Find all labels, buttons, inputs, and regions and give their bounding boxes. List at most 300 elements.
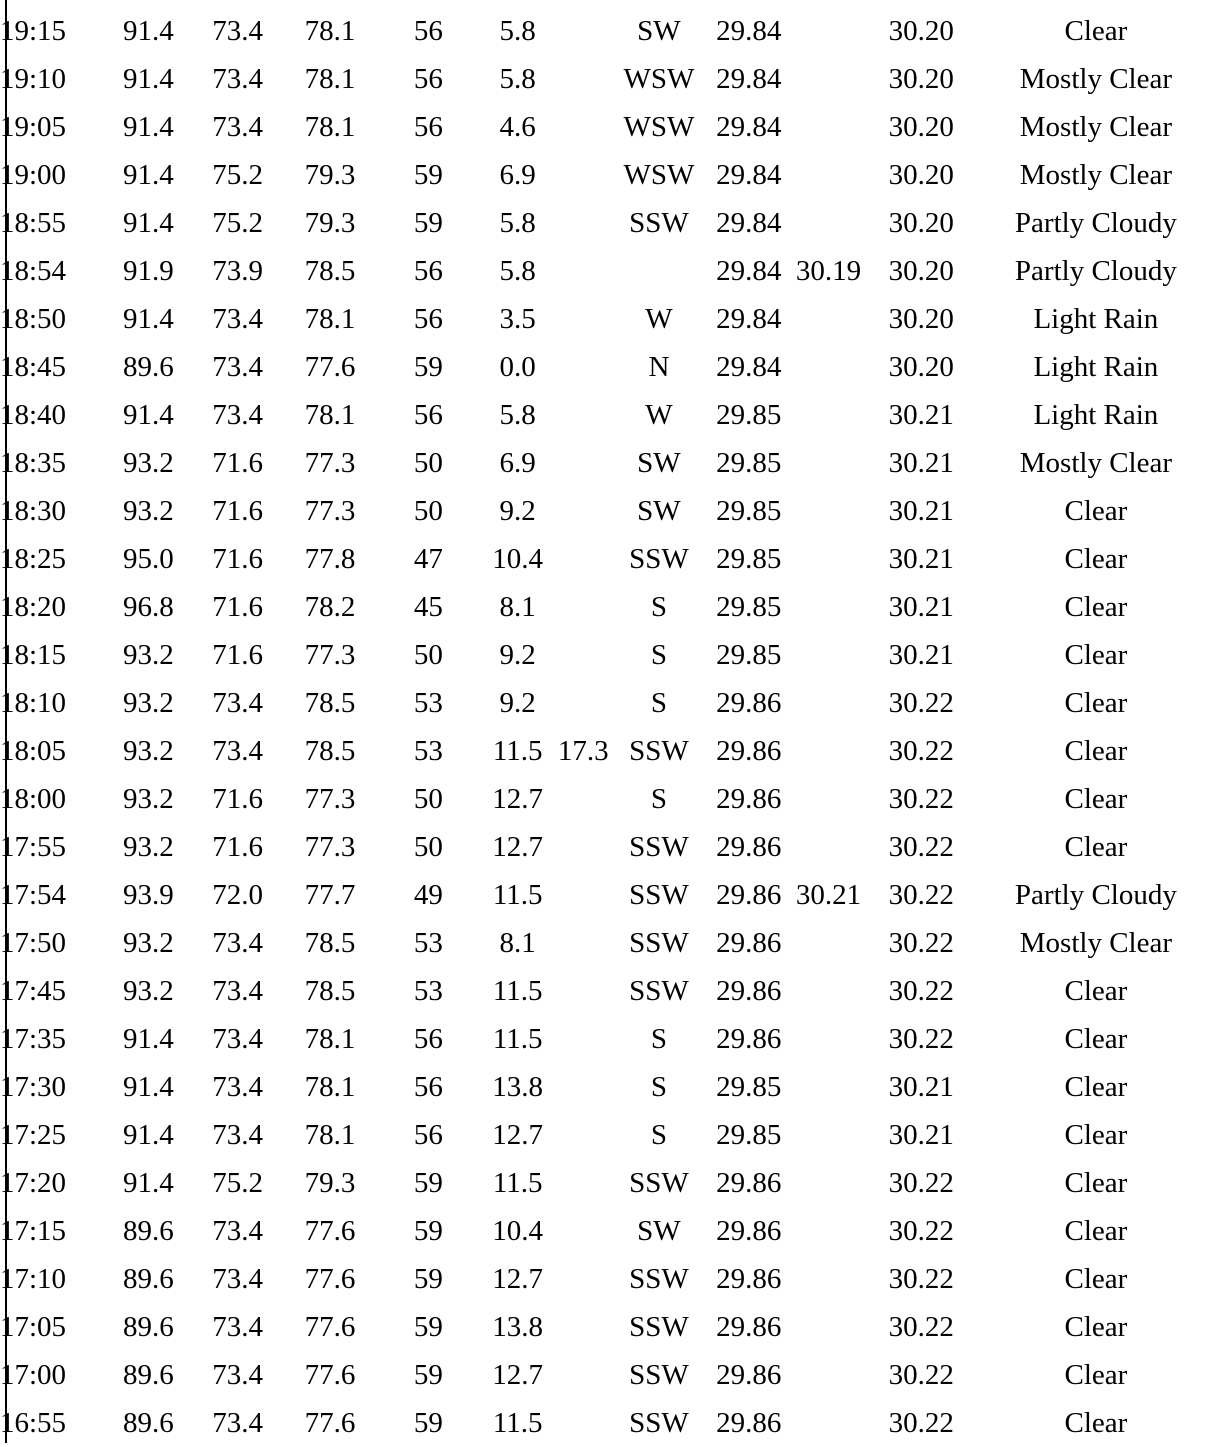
- pressure-cell: 29.85: [716, 543, 782, 575]
- wind-direction-cell: W: [645, 399, 673, 431]
- wind-direction-cell: SSW: [629, 207, 689, 239]
- wind-speed-cell: 12.7: [492, 1263, 544, 1295]
- table-row: [0, 823, 1214, 871]
- table-row: [0, 7, 1214, 55]
- pressure-cell: 29.86: [716, 1311, 782, 1343]
- dew-point-cell: 73.4: [212, 1215, 264, 1247]
- observation-time-cell: 16:55: [0, 1407, 67, 1439]
- pressure-cell: 29.85: [716, 639, 782, 671]
- dew-point-cell: 71.6: [212, 543, 264, 575]
- observation-time-cell: 19:15: [0, 15, 67, 47]
- dew-point-cell: 73.4: [212, 303, 264, 335]
- altimeter-cell: [792, 295, 865, 343]
- observation-time-cell: 19:00: [0, 159, 67, 191]
- altimeter-cell: [792, 391, 865, 439]
- sea-level-pressure-cell: 30.22: [888, 831, 954, 863]
- wind-speed-cell: 13.8: [492, 1311, 544, 1343]
- altimeter-cell: [792, 583, 865, 631]
- pressure-cell: 29.86: [716, 1167, 782, 1199]
- humidity-cell: 50: [413, 495, 443, 527]
- table-row: [0, 1015, 1214, 1063]
- altimeter-cell: [792, 103, 865, 151]
- wind-speed-cell: 4.6: [499, 111, 536, 143]
- wind-gust-cell: [554, 1351, 613, 1399]
- altimeter-cell: [792, 1207, 865, 1255]
- wind-gust-cell: [554, 343, 613, 391]
- observation-time-cell: 17:25: [0, 1119, 67, 1151]
- sea-level-pressure-cell: 30.20: [888, 63, 954, 95]
- conditions-cell: Partly Cloudy: [1014, 879, 1177, 911]
- temperature-cell: 91.4: [122, 15, 174, 47]
- sea-level-pressure-cell: 30.22: [888, 1023, 954, 1055]
- wind-speed-cell: 10.4: [492, 543, 544, 575]
- conditions-cell: Light Rain: [1033, 303, 1159, 335]
- wind-direction-cell: S: [650, 639, 667, 671]
- pressure-cell: 29.86: [716, 783, 782, 815]
- observation-time-cell: 18:55: [0, 207, 67, 239]
- wind-speed-cell: 11.5: [492, 879, 543, 911]
- dew-point-cell: 71.6: [212, 591, 264, 623]
- humidity-cell: 59: [413, 207, 443, 239]
- conditions-cell: Clear: [1064, 831, 1128, 863]
- wind-gust-cell: [554, 247, 613, 295]
- humidity-cell: 56: [413, 1071, 443, 1103]
- observation-time-cell: 17:35: [0, 1023, 67, 1055]
- conditions-cell: Clear: [1064, 687, 1128, 719]
- dew-point-cell: 73.4: [212, 15, 264, 47]
- altimeter-cell: [792, 1063, 865, 1111]
- conditions-cell: Mostly Clear: [1019, 111, 1173, 143]
- pressure-cell: 29.86: [716, 975, 782, 1007]
- dew-point-cell: 73.4: [212, 1263, 264, 1295]
- sea-level-pressure-cell: 30.20: [888, 111, 954, 143]
- altimeter-cell: [792, 535, 865, 583]
- observation-time-cell: 18:20: [0, 591, 67, 623]
- pressure-cell: 29.84: [716, 351, 782, 383]
- sea-level-pressure-cell: 30.21: [888, 447, 954, 479]
- weather-observations-table: [0, 7, 1214, 1447]
- conditions-cell: Clear: [1064, 1311, 1128, 1343]
- pressure-cell: 29.86: [716, 1215, 782, 1247]
- pressure-cell: 29.84: [716, 255, 782, 287]
- dew-point-cell: 71.6: [212, 831, 264, 863]
- heat-index-cell: 79.3: [304, 159, 356, 191]
- humidity-cell: 50: [413, 831, 443, 863]
- heat-index-cell: 77.6: [304, 1407, 356, 1439]
- table-row: [0, 439, 1214, 487]
- wind-speed-cell: 10.4: [492, 1215, 544, 1247]
- observation-time-cell: 17:54: [0, 879, 67, 911]
- wind-direction-cell: SSW: [629, 1263, 689, 1295]
- wind-direction-cell: SW: [637, 447, 681, 479]
- heat-index-cell: 77.6: [304, 1215, 356, 1247]
- table-row: [0, 775, 1214, 823]
- wind-direction-cell: SW: [637, 495, 681, 527]
- altimeter-cell: [792, 1015, 865, 1063]
- heat-index-cell: 77.8: [304, 543, 356, 575]
- heat-index-cell: 77.3: [304, 831, 356, 863]
- wind-gust-cell: [554, 919, 613, 967]
- temperature-cell: 93.2: [122, 687, 174, 719]
- pressure-cell: 29.86: [716, 831, 782, 863]
- wind-speed-cell: 8.1: [499, 591, 536, 623]
- pressure-cell: 29.85: [716, 1071, 782, 1103]
- heat-index-cell: 78.5: [304, 735, 356, 767]
- table-row: [0, 1255, 1214, 1303]
- wind-speed-cell: 11.5: [492, 1167, 543, 1199]
- table-row: [0, 583, 1214, 631]
- sea-level-pressure-cell: 30.22: [888, 879, 954, 911]
- altimeter-cell: [792, 487, 865, 535]
- wind-direction-cell: S: [650, 1119, 667, 1151]
- wind-speed-cell: 9.2: [499, 687, 536, 719]
- wind-speed-cell: 5.8: [499, 399, 536, 431]
- wind-speed-cell: 11.5: [492, 1407, 543, 1439]
- heat-index-cell: 78.1: [304, 399, 356, 431]
- pressure-cell: 29.85: [716, 495, 782, 527]
- wind-direction-cell: S: [650, 591, 667, 623]
- observation-time-cell: 18:40: [0, 399, 67, 431]
- wind-direction-cell: SSW: [629, 879, 689, 911]
- conditions-cell: Clear: [1064, 1263, 1128, 1295]
- wind-speed-cell: 6.9: [499, 447, 536, 479]
- table-row: [0, 1351, 1214, 1399]
- conditions-cell: Clear: [1064, 543, 1128, 575]
- sea-level-pressure-cell: 30.22: [888, 927, 954, 959]
- altimeter-cell: [792, 439, 865, 487]
- humidity-cell: 56: [413, 255, 443, 287]
- wind-gust-cell: [554, 1207, 613, 1255]
- temperature-cell: 91.4: [122, 63, 174, 95]
- dew-point-cell: 73.9: [212, 255, 264, 287]
- temperature-cell: 93.2: [122, 831, 174, 863]
- dew-point-cell: 73.4: [212, 1023, 264, 1055]
- wind-direction-cell: WSW: [623, 63, 695, 95]
- wind-direction-cell: SSW: [629, 1311, 689, 1343]
- altimeter-cell: [792, 151, 865, 199]
- pressure-cell: 29.86: [716, 879, 782, 911]
- conditions-cell: Clear: [1064, 495, 1128, 527]
- wind-speed-cell: 3.5: [499, 303, 536, 335]
- humidity-cell: 59: [413, 1263, 443, 1295]
- wind-gust-cell: [554, 103, 613, 151]
- humidity-cell: 50: [413, 639, 443, 671]
- wind-direction-cell: [613, 247, 706, 295]
- wind-speed-cell: 12.7: [492, 1359, 544, 1391]
- dew-point-cell: 71.6: [212, 783, 264, 815]
- sea-level-pressure-cell: 30.22: [888, 1215, 954, 1247]
- table-row: [0, 1159, 1214, 1207]
- humidity-cell: 56: [413, 303, 443, 335]
- heat-index-cell: 77.6: [304, 1263, 356, 1295]
- conditions-cell: Clear: [1064, 1119, 1128, 1151]
- wind-gust-cell: [554, 439, 613, 487]
- humidity-cell: 59: [413, 1407, 443, 1439]
- sea-level-pressure-cell: 30.21: [888, 399, 954, 431]
- temperature-cell: 91.4: [122, 207, 174, 239]
- temperature-cell: 89.6: [122, 351, 174, 383]
- humidity-cell: 59: [413, 351, 443, 383]
- wind-speed-cell: 5.8: [499, 15, 536, 47]
- humidity-cell: 59: [413, 1215, 443, 1247]
- wind-gust-cell: [554, 679, 613, 727]
- humidity-cell: 59: [413, 1167, 443, 1199]
- altimeter-cell: [792, 775, 865, 823]
- wind-speed-cell: 0.0: [499, 351, 536, 383]
- heat-index-cell: 78.1: [304, 63, 356, 95]
- humidity-cell: 45: [413, 591, 443, 623]
- table-row: [0, 1399, 1214, 1447]
- table-row: [0, 919, 1214, 967]
- conditions-cell: Light Rain: [1033, 399, 1159, 431]
- heat-index-cell: 78.1: [304, 1119, 356, 1151]
- altimeter-cell: 30.21: [795, 879, 862, 911]
- observation-time-cell: 17:00: [0, 1359, 67, 1391]
- wind-direction-cell: SSW: [629, 975, 689, 1007]
- heat-index-cell: 78.2: [304, 591, 356, 623]
- altimeter-cell: [792, 967, 865, 1015]
- temperature-cell: 89.6: [122, 1215, 174, 1247]
- sea-level-pressure-cell: 30.21: [888, 1071, 954, 1103]
- wind-direction-cell: W: [645, 303, 673, 335]
- observation-time-cell: 18:00: [0, 783, 67, 815]
- wind-speed-cell: 13.8: [492, 1071, 544, 1103]
- temperature-cell: 89.6: [122, 1359, 174, 1391]
- observation-time-cell: 17:50: [0, 927, 67, 959]
- wind-direction-cell: SW: [637, 1215, 681, 1247]
- wind-gust-cell: [554, 391, 613, 439]
- sea-level-pressure-cell: 30.21: [888, 543, 954, 575]
- conditions-cell: Clear: [1064, 1215, 1128, 1247]
- pressure-cell: 29.86: [716, 687, 782, 719]
- sea-level-pressure-cell: 30.22: [888, 687, 954, 719]
- pressure-cell: 29.85: [716, 399, 782, 431]
- altimeter-cell: [792, 7, 865, 55]
- heat-index-cell: 78.1: [304, 1023, 356, 1055]
- sea-level-pressure-cell: 30.20: [888, 351, 954, 383]
- humidity-cell: 56: [413, 15, 443, 47]
- temperature-cell: 93.2: [122, 975, 174, 1007]
- observation-time-cell: 18:30: [0, 495, 67, 527]
- wind-gust-cell: [554, 151, 613, 199]
- heat-index-cell: 78.5: [304, 927, 356, 959]
- dew-point-cell: 73.4: [212, 735, 264, 767]
- table-row: [0, 247, 1214, 295]
- heat-index-cell: 79.3: [304, 207, 356, 239]
- sea-level-pressure-cell: 30.20: [888, 159, 954, 191]
- humidity-cell: 56: [413, 1119, 443, 1151]
- observation-time-cell: 17:05: [0, 1311, 67, 1343]
- wind-gust-cell: [554, 1303, 613, 1351]
- wind-direction-cell: SSW: [629, 543, 689, 575]
- observation-time-cell: 18:05: [0, 735, 67, 767]
- wind-speed-cell: 11.5: [492, 735, 543, 767]
- wind-gust-cell: [554, 1015, 613, 1063]
- temperature-cell: 93.2: [122, 783, 174, 815]
- observation-time-cell: 17:30: [0, 1071, 67, 1103]
- heat-index-cell: 78.1: [304, 303, 356, 335]
- humidity-cell: 56: [413, 1023, 443, 1055]
- wind-gust-cell: [554, 1159, 613, 1207]
- table-row: [0, 871, 1214, 919]
- heat-index-cell: 77.7: [304, 879, 356, 911]
- observation-time-cell: 18:25: [0, 543, 67, 575]
- observation-time-cell: 17:55: [0, 831, 67, 863]
- altimeter-cell: [792, 1111, 865, 1159]
- wind-direction-cell: SSW: [629, 735, 689, 767]
- dew-point-cell: 71.6: [212, 639, 264, 671]
- humidity-cell: 49: [413, 879, 443, 911]
- sea-level-pressure-cell: 30.22: [888, 975, 954, 1007]
- observation-time-cell: 17:15: [0, 1215, 67, 1247]
- pressure-cell: 29.84: [716, 303, 782, 335]
- wind-direction-cell: S: [650, 1023, 667, 1055]
- observation-time-cell: 17:20: [0, 1167, 67, 1199]
- conditions-cell: Light Rain: [1033, 351, 1159, 383]
- humidity-cell: 56: [413, 111, 443, 143]
- altimeter-cell: 30.19: [795, 255, 862, 287]
- sea-level-pressure-cell: 30.22: [888, 1359, 954, 1391]
- humidity-cell: 50: [413, 447, 443, 479]
- heat-index-cell: 77.3: [304, 783, 356, 815]
- wind-gust-cell: [554, 823, 613, 871]
- pressure-cell: 29.84: [716, 63, 782, 95]
- table-row: [0, 343, 1214, 391]
- temperature-cell: 95.0: [122, 543, 174, 575]
- wind-speed-cell: 11.5: [492, 1023, 543, 1055]
- sea-level-pressure-cell: 30.22: [888, 1311, 954, 1343]
- heat-index-cell: 79.3: [304, 1167, 356, 1199]
- humidity-cell: 59: [413, 1311, 443, 1343]
- wind-direction-cell: SSW: [629, 831, 689, 863]
- wind-speed-cell: 9.2: [499, 639, 536, 671]
- temperature-cell: 91.4: [122, 111, 174, 143]
- wind-speed-cell: 11.5: [492, 975, 543, 1007]
- conditions-cell: Mostly Clear: [1019, 159, 1173, 191]
- humidity-cell: 59: [413, 159, 443, 191]
- table-row: [0, 103, 1214, 151]
- observation-time-cell: 18:15: [0, 639, 67, 671]
- table-row: [0, 1111, 1214, 1159]
- observation-time-cell: 18:54: [0, 255, 67, 287]
- pressure-cell: 29.84: [716, 159, 782, 191]
- table-row: [0, 487, 1214, 535]
- humidity-cell: 50: [413, 783, 443, 815]
- pressure-cell: 29.84: [716, 111, 782, 143]
- wind-direction-cell: WSW: [623, 159, 695, 191]
- wind-gust-cell: [554, 7, 613, 55]
- heat-index-cell: 77.6: [304, 1359, 356, 1391]
- wind-gust-cell: [554, 1111, 613, 1159]
- temperature-cell: 93.9: [122, 879, 174, 911]
- pressure-cell: 29.86: [716, 1359, 782, 1391]
- temperature-cell: 93.2: [122, 447, 174, 479]
- wind-speed-cell: 12.7: [492, 1119, 544, 1151]
- pressure-cell: 29.84: [716, 207, 782, 239]
- conditions-cell: Mostly Clear: [1019, 63, 1173, 95]
- temperature-cell: 93.2: [122, 927, 174, 959]
- dew-point-cell: 73.4: [212, 1311, 264, 1343]
- observation-time-cell: 17:45: [0, 975, 67, 1007]
- altimeter-cell: [792, 1159, 865, 1207]
- table-row: [0, 535, 1214, 583]
- sea-level-pressure-cell: 30.20: [888, 15, 954, 47]
- wind-gust-cell: [554, 871, 613, 919]
- pressure-cell: 29.85: [716, 447, 782, 479]
- wind-gust-cell: [554, 1255, 613, 1303]
- conditions-cell: Clear: [1064, 1167, 1128, 1199]
- wind-gust-cell: [554, 295, 613, 343]
- wind-gust-cell: [554, 775, 613, 823]
- altimeter-cell: [792, 679, 865, 727]
- sea-level-pressure-cell: 30.21: [888, 591, 954, 623]
- wind-gust-cell: [554, 1063, 613, 1111]
- dew-point-cell: 73.4: [212, 111, 264, 143]
- sea-level-pressure-cell: 30.22: [888, 783, 954, 815]
- dew-point-cell: 75.2: [212, 1167, 264, 1199]
- temperature-cell: 91.4: [122, 1071, 174, 1103]
- altimeter-cell: [792, 343, 865, 391]
- humidity-cell: 53: [413, 975, 443, 1007]
- heat-index-cell: 77.6: [304, 351, 356, 383]
- dew-point-cell: 73.4: [212, 351, 264, 383]
- conditions-cell: Partly Cloudy: [1014, 207, 1177, 239]
- table-row: [0, 199, 1214, 247]
- table-row: [0, 727, 1214, 775]
- temperature-cell: 96.8: [122, 591, 174, 623]
- wind-speed-cell: 5.8: [499, 255, 536, 287]
- wind-speed-cell: 5.8: [499, 63, 536, 95]
- heat-index-cell: 78.1: [304, 1071, 356, 1103]
- wind-direction-cell: SSW: [629, 1359, 689, 1391]
- table-row: [0, 391, 1214, 439]
- pressure-cell: 29.86: [716, 1263, 782, 1295]
- sea-level-pressure-cell: 30.21: [888, 495, 954, 527]
- heat-index-cell: 78.5: [304, 255, 356, 287]
- dew-point-cell: 73.4: [212, 1407, 264, 1439]
- wind-gust-cell: [554, 967, 613, 1015]
- humidity-cell: 56: [413, 63, 443, 95]
- sea-level-pressure-cell: 30.22: [888, 1167, 954, 1199]
- temperature-cell: 91.9: [122, 255, 174, 287]
- temperature-cell: 91.4: [122, 303, 174, 335]
- wind-gust-cell: [554, 199, 613, 247]
- wind-direction-cell: S: [650, 687, 667, 719]
- pressure-cell: 29.84: [716, 15, 782, 47]
- humidity-cell: 53: [413, 687, 443, 719]
- temperature-cell: 91.4: [122, 1167, 174, 1199]
- wind-speed-cell: 12.7: [492, 831, 544, 863]
- temperature-cell: 91.4: [122, 1119, 174, 1151]
- conditions-cell: Clear: [1064, 1407, 1128, 1439]
- dew-point-cell: 73.4: [212, 927, 264, 959]
- pressure-cell: 29.86: [716, 927, 782, 959]
- wind-speed-cell: 9.2: [499, 495, 536, 527]
- sea-level-pressure-cell: 30.20: [888, 207, 954, 239]
- dew-point-cell: 75.2: [212, 159, 264, 191]
- wind-direction-cell: S: [650, 1071, 667, 1103]
- temperature-cell: 89.6: [122, 1407, 174, 1439]
- wind-direction-cell: SSW: [629, 1407, 689, 1439]
- wind-direction-cell: WSW: [623, 111, 695, 143]
- dew-point-cell: 73.4: [212, 1071, 264, 1103]
- pressure-cell: 29.86: [716, 1407, 782, 1439]
- pressure-cell: 29.85: [716, 1119, 782, 1151]
- observations-table-body: [0, 7, 1214, 1447]
- sea-level-pressure-cell: 30.22: [888, 735, 954, 767]
- dew-point-cell: 72.0: [212, 879, 264, 911]
- conditions-cell: Clear: [1064, 1023, 1128, 1055]
